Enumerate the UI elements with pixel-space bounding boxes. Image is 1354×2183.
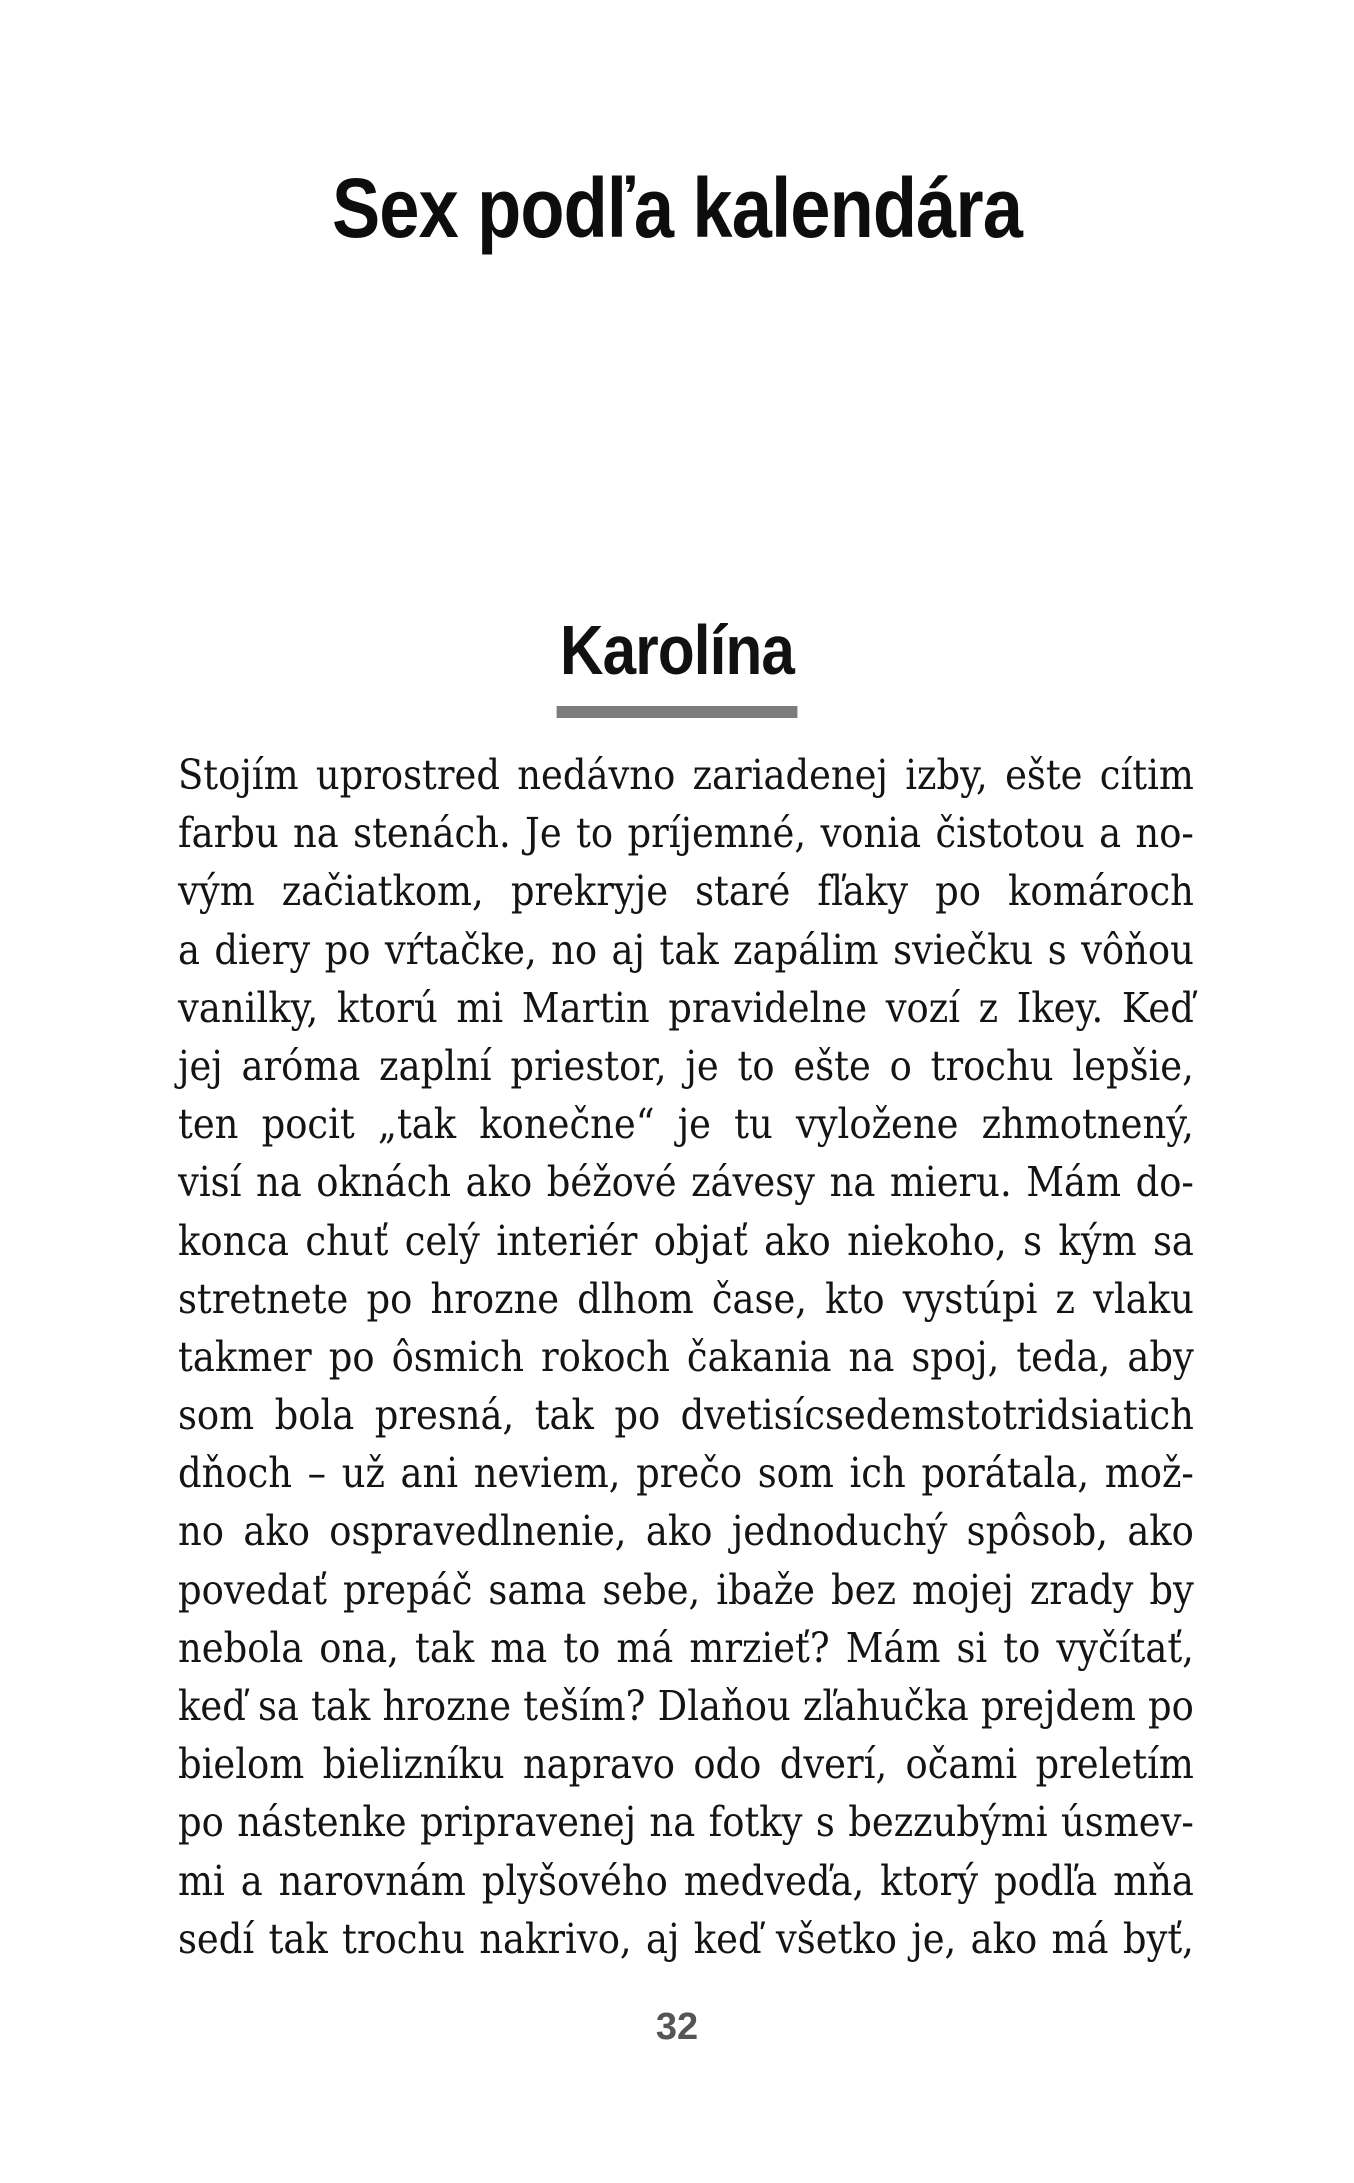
text-line: ten pocit „tak konečne“ je tu vyložene zhmotnený, — [178, 1100, 1194, 1149]
text-line: som bola presná, tak po dvetisícsedemstotridsiatich — [178, 1391, 1194, 1440]
text-line: nebola ona, tak ma to má mrzieť? Mám si to vyčítať, — [178, 1623, 1194, 1672]
text-line: Stojím uprostred nedávno zariadenej izby, ešte cítim — [178, 751, 1194, 799]
text-line: vým začiatkom, prekryje staré fľaky po komároch — [178, 867, 1194, 916]
page-number: 32 — [655, 2006, 699, 2048]
text-line: stretnete po hrozne dlhom čase, kto vystúpi z vlaku — [178, 1274, 1194, 1323]
text-line: jej aróma zaplní priestor, je to ešte o trochu lepšie, — [178, 1041, 1194, 1090]
chapter-body-text — [178, 746, 1194, 1968]
text-line: bielom bielizníku napravo odo dverí, očami preletím — [178, 1740, 1194, 1789]
text-line: konca chuť celý interiér objať ako niekoho, s kým sa — [178, 1216, 1194, 1265]
text-line: a diery po vŕtačke, no aj tak zapálim sviečku s vôňou — [178, 925, 1194, 974]
text-line: po nástenke pripravenej na fotky s bezzubými úsmev- — [178, 1798, 1194, 1847]
chapter-title: Karolína — [557, 608, 798, 718]
text-line: no ako ospravedlnenie, ako jednoduchý spôsob, ako — [178, 1507, 1194, 1556]
text-line: farbu na stenách. Je to príjemné, vonia čistotou a no- — [178, 809, 1194, 858]
book-title: Sex podľa kalendára — [331, 161, 1023, 255]
text-line: sedí tak trochu nakrivo, aj keď všetko je, ako má byť, — [178, 1914, 1194, 1963]
text-line: povedať prepáč sama sebe, ibaže bez mojej zrady by — [178, 1565, 1194, 1614]
text-line: takmer po ôsmich rokoch čakania na spoj, teda, aby — [178, 1332, 1194, 1381]
text-line: mi a narovnám plyšového medveďa, ktorý podľa mňa — [178, 1856, 1194, 1905]
text-line: visí na oknách ako béžové závesy na mieru. Mám do- — [178, 1158, 1194, 1207]
chapter-heading-wrap — [0, 608, 1354, 718]
text-line: keď sa tak hrozne teším? Dlaňou zľahučka prejdem po — [178, 1682, 1194, 1730]
text-line: dňoch – už ani neviem, prečo som ich porátala, mož- — [178, 1449, 1194, 1498]
text-line: vanilky, ktorú mi Martin pravidelne vozí z Ikey. Keď — [178, 983, 1194, 1032]
